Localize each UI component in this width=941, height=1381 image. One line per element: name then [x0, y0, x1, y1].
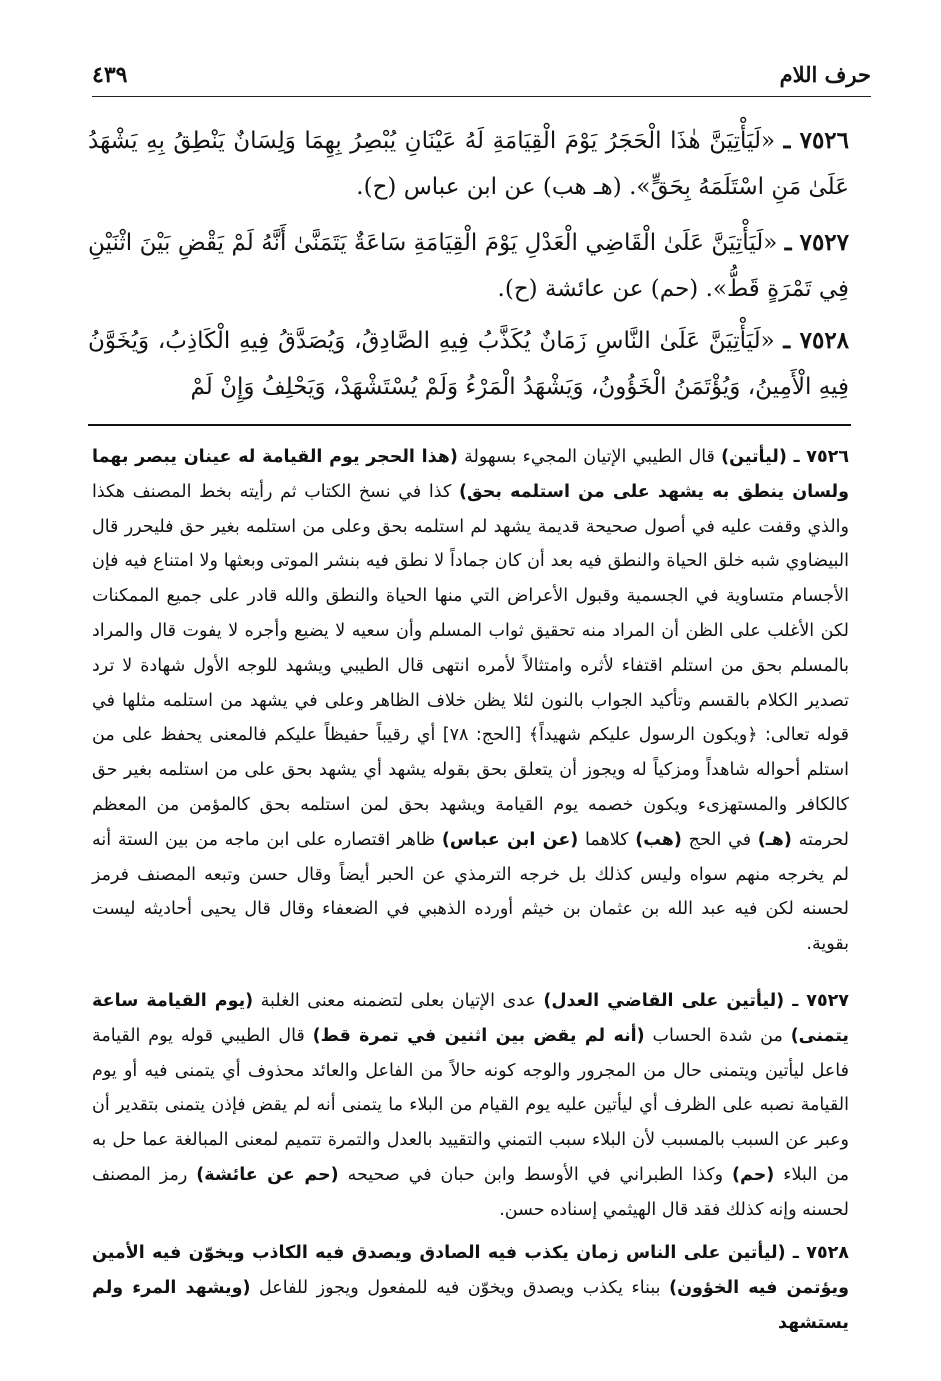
hadith-7528	[88, 318, 849, 410]
page-number: ٤٣٩	[92, 62, 137, 88]
commentary-bold-text: (ويشهد المرء ولم يستشهد	[92, 1277, 849, 1333]
commentary-text: في الحج	[681, 829, 758, 850]
commentary-text: وكذا الطبراني في الأوسط وابن حبان في صحيحه	[338, 1164, 732, 1185]
commentary-bold-text: (يوم القيامة ساعة يتمنى)	[92, 991, 849, 1046]
commentary-bold-text: ٧٥٢٧ ـ (ليأتين على القاضي العدل)	[543, 991, 849, 1011]
hadith-number: ٧٥٢٦ ـ	[783, 127, 850, 154]
commentary-text: كذا في نسخ الكتاب ثم رأيته بخط المصنف هكذا والذي وقفت عليه في أصول صحيحة قديمة يشهد لم استلمه بحق وعلى من استلمه بغير حق فليحرر قال البيضاوي شبه خلق الحياة والنطق فيه بعد أن كان جماداً لا نطق فيه بنشر الموتى وبعثها ولا امتناع فيه فإن الأجسام متساوية في الجسمية وقبول الأعراض التي منها الحياة والنطق والله قادر على جميع الممكنات لكن الأغلب على الظن أن المراد منه تحقيق ثواب المسلم وأن سعيه لا يضيع وأجره لا يفوت قال والمراد بالمسلم بحق من استلم اقتفاء لأثره وامتثالاً لأمره انتهى قال الطيبي ويشهد للوجه الأول شهادة لا ترد تصدير الكلام بالقسم وتأكيد الجواب بالنون لئلا يظن خلاف الظاهر وعلى في يشهد من استلمه مثلها في قوله تعالى: ﴿ويكون الرسول عليكم شهيداً﴾ [الحج: ٧٨] أي رقيباً حفيظاً عليكم فالمعنى يحفظ على من استلم أحواله شاهداً ومزكياً له ويجوز أن يتعلق بحق بقوله يشهد أي يشهد بحق على من استلمه بغير حق كالكافر والمستهزىء ويكون خصمه يوم القيامة ويشهد بحق لمن استلمه بحق كالمؤمن من المعظم لحرمته	[92, 481, 849, 850]
chapter-title: حرف اللام	[770, 62, 871, 87]
commentary-text: قال الطيبي الإتيان المجيء بسهولة	[457, 447, 722, 467]
commentary-bold-text: (هـ)	[757, 829, 792, 850]
commentary-bold-text: (حم عن عائشة)	[196, 1164, 339, 1185]
footnote-divider	[88, 424, 851, 426]
hadith-text: «لَيَأْتِيَنَّ عَلَىٰ الْقَاضِي الْعَدْلِ يَوْمَ الْقِيَامَةِ سَاعَةٌ يَتَمَنَّىٰ أَنَّهُ لَمْ يَقْضِ بَيْنَ اثْنَيْنِ فِي تَمْرَةٍ قَطُّ». (حم) عن عائشة (ح).	[88, 230, 849, 302]
commentary-bold-text: (عن ابن عباس)	[441, 829, 579, 850]
commentary-bold-text: (حم)	[731, 1164, 775, 1185]
hadith-7527	[88, 220, 849, 312]
hadith-text: «لَيَأْتِيَنَّ عَلَىٰ النَّاسِ زَمَانٌ يُكَذَّبُ فِيهِ الصَّادِقُ، وَيُصَدَّقُ فِيهِ الْكَاذِبُ، وَيُخَوَّنُ فِيهِ الْأَمِينُ، وَيُؤْتَمَنُ الْخَؤُونُ، وَيَشْهَدُ الْمَرْءُ وَلَمْ يُسْتَشْهَدْ، وَيَحْلِفُ وَإِنْ لَمْ	[88, 328, 849, 400]
commentary-7528	[92, 1236, 849, 1340]
commentary-7526	[92, 440, 849, 962]
hadith-7526	[88, 118, 849, 210]
commentary-text: ظاهر اقتصاره على ابن ماجه من بين الستة أنه لم يخرجه منهم سواه وليس كذلك بل خرجه الترمذي عن الحبر أيضاً وقال حسن وتبعه المصنف فرمز لحسنه لكن فيه عبد الله بن عثمان بن خيثم أورده الذهبي في الضعفاء وقال قال يحيى أحاديثه ليست بقوية.	[92, 829, 849, 955]
commentary-bold-text: (هذا الحجر يوم القيامة له عينان يبصر بهما ولسان ينطق به يشهد على من استلمه بحق)	[92, 447, 849, 502]
commentary-text: رمز المصنف لحسنه وإنه كذلك فقد قال الهيثمي إسناده حسن.	[92, 1164, 849, 1220]
commentary-text: قال الطيبي قوله يوم القيامة فاعل ليأتين ويتمنى حال من المجرور والوجه كونه حالاً من الفاعل والعائد محذوف أي يتمنى فيه أو يوم القيامة نصبه على الظرف أي ليأتين عليه يوم القيام من البلاء ما يتمنى أنه لم يقض فإذن يتمنى بتقدير أن وعبر عن السبب بالمسبب لأن البلاء سبب التمني والتقييد بالعدل والتمرة تتميم لمعنى المبالغة عما حل به من البلاء	[92, 1025, 849, 1185]
commentary-bold-text: (أنه لم يقض بين اثنين في تمرة قط)	[312, 1025, 645, 1046]
commentary-bold-text: (هب)	[635, 829, 682, 850]
commentary-bold-text: ٧٥٢٨ ـ (ليأتين على الناس زمان يكذب فيه الصادق ويصدق فيه الكاذب ويخوّن فيه الأمين ويؤتمن فيه الخؤون)	[92, 1243, 849, 1298]
commentary-7527	[92, 984, 849, 1228]
hadith-number: ٧٥٢٧ ـ	[784, 229, 850, 256]
commentary-bold-text: ٧٥٢٦ ـ (ليأتين)	[721, 447, 850, 467]
commentary-text: كلاهما	[578, 829, 636, 850]
commentary-text: ببناء يكذب ويصدق ويخوّن فيه للمفعول ويجوز للفاعل	[250, 1277, 670, 1298]
hadith-text: «لَيَأْتِيَنَّ هٰذَا الْحَجَرُ يَوْمَ الْقِيَامَةِ لَهُ عَيْنَانِ يُبْصِرُ بِهِمَا وَلِسَانٌ يَنْطِقُ بِهِ يَشْهَدُ عَلَىٰ مَنِ اسْتَلَمَهُ بِحَقٍّ». (هـ هب) عن ابن عباس (ح).	[88, 128, 849, 200]
commentary-text: عدى الإتيان بعلى لتضمنه معنى الغلبة	[253, 991, 544, 1011]
hadith-number: ٧٥٢٨ ـ	[783, 327, 850, 354]
running-header	[92, 62, 871, 97]
commentary-text: من شدة الحساب	[644, 1025, 791, 1046]
